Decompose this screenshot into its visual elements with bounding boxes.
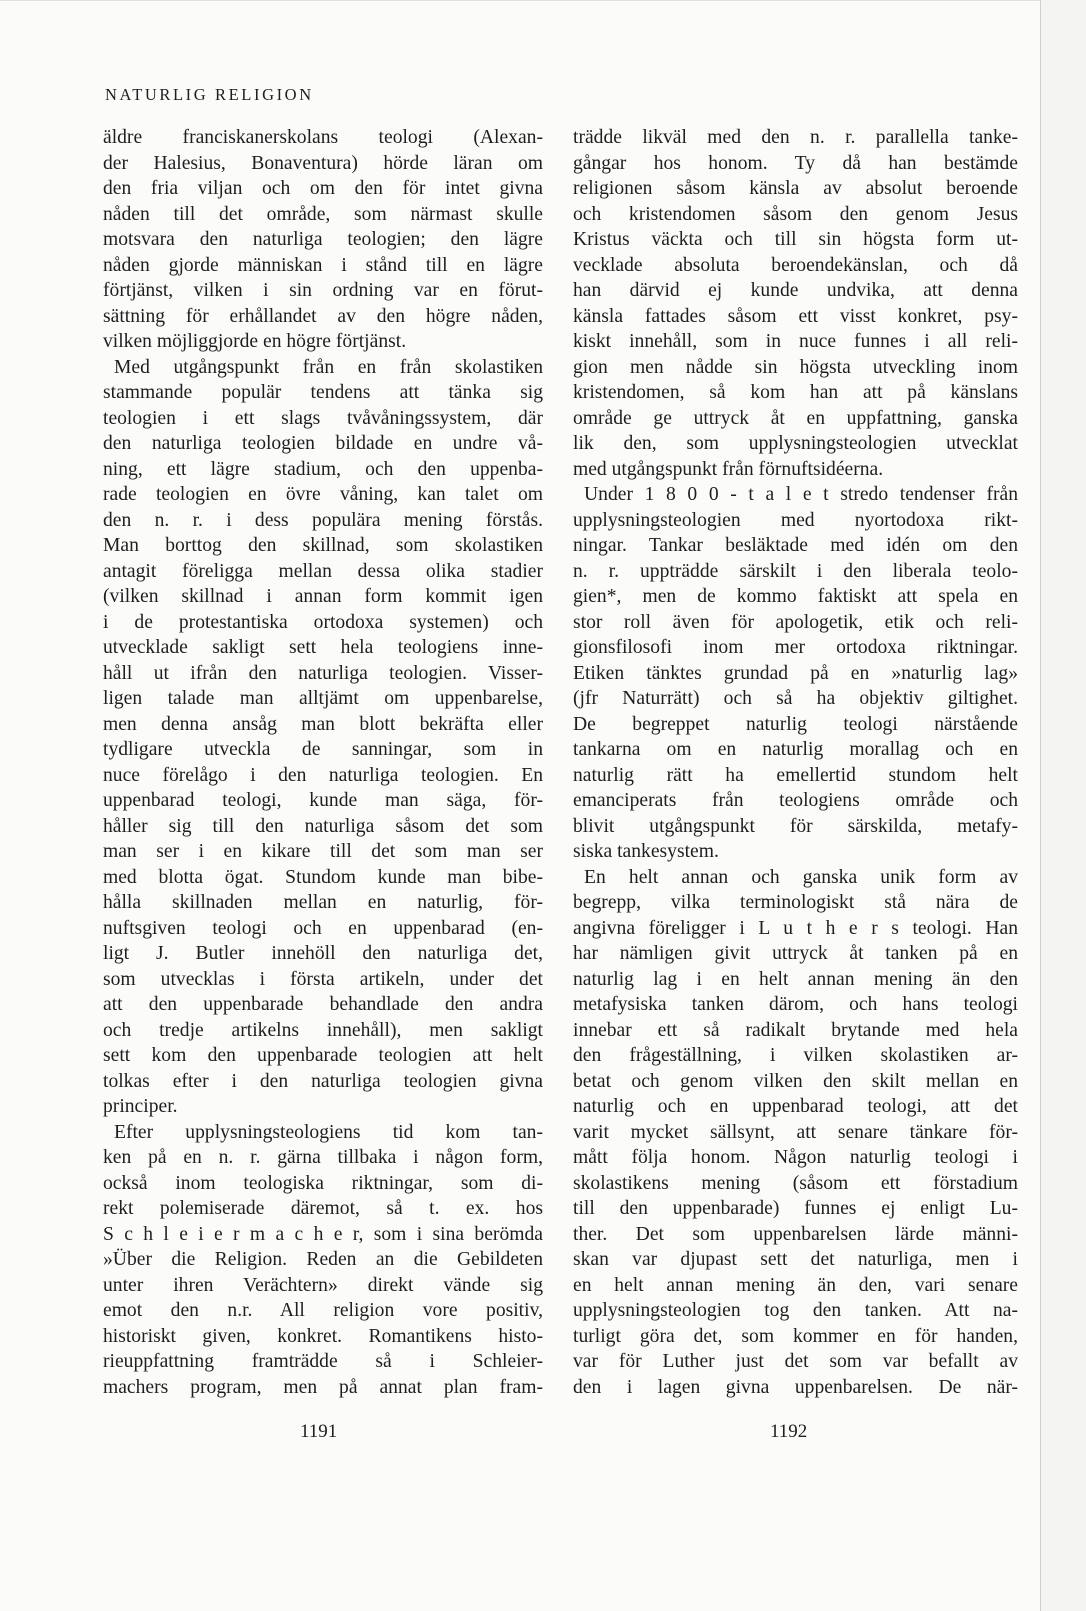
text-line: naturlig rätt ha emellertid stundom helt (573, 764, 1018, 786)
text-line: utvecklade sakligt sett hela teologiens inne- (103, 637, 543, 658)
text-line: emanciperats från teologiens område och (573, 790, 1018, 811)
text-line: äldre franciskanerskolans teologi (Alexan- (103, 127, 543, 148)
text-line: gien*, men de kommo faktiskt att spela en (573, 586, 1018, 607)
text-line: rieuppfattning framträdde så i Schleier- (103, 1351, 543, 1372)
text-line: En helt annan och ganska unik form av (584, 866, 1018, 888)
text-line: (jfr Naturrätt) och så ha objektiv giltighet. (573, 688, 1018, 709)
text-line: den frågeställning, i vilken skolastiken ar- (573, 1045, 1018, 1066)
text-line: han därvid ej kunde undvika, att denna (573, 280, 1018, 301)
text-line: machers program, men på annat plan fram- (103, 1376, 543, 1398)
text-line: n. r. uppträdde särskilt i den liberala teolo- (573, 560, 1018, 582)
text-line: känsla fattades såsom ett visst konkret, psy- (573, 305, 1018, 327)
text-line: har nämligen givit uttryck åt tanken på en (573, 943, 1018, 964)
text-line: rekt polemiserade däremot, så t. ex. hos (103, 1198, 543, 1219)
text-line: der Halesius, Bonaventura) hörde läran om (103, 152, 543, 174)
text-line: religionen såsom känsla av absolut beroende (573, 178, 1018, 199)
text-line: stor roll även för apologetik, etik och reli- (573, 611, 1018, 633)
text-line: område ge uttryck åt en uppfattning, ganska (573, 407, 1018, 429)
text-line: antagit föreligga mellan dessa olika stadier (103, 560, 543, 582)
text-line: rade teologien en övre våning, kan talet om (103, 484, 543, 505)
text-line: (vilken skillnad i annan form kommit igen (103, 586, 543, 607)
text-line: som utvecklas i första artikeln, under det (103, 968, 543, 990)
text-line: naturlig lag i en helt annan mening än den (573, 968, 1018, 990)
text-line: förtjänst, vilken i sin ordning var en förut- (103, 280, 543, 301)
text-line: den n. r. i dess populära mening förstås. (103, 509, 543, 531)
running-header: NATURLIG RELIGION (105, 85, 314, 104)
text-line: en helt annan mening än den, vari senare (573, 1274, 1018, 1296)
right-column (573, 125, 1018, 1400)
text-line: ligen talade man alltjämt om uppenbarelse, (103, 688, 543, 709)
left-column (103, 125, 543, 1400)
text-line: »Über die Religion. Reden an die Gebildeten (103, 1249, 543, 1270)
text-line: historiskt given, konkret. Romantikens histo- (103, 1325, 543, 1347)
text-line: håller sig till den naturliga såsom det som (103, 815, 543, 837)
text-line: upplysningsteologien med nyortodoxa rikt- (573, 509, 1018, 531)
text-line: i de protestantiska ortodoxa systemen) och (103, 611, 543, 633)
text-line: Med utgångspunkt från en från skolastiken (114, 356, 543, 378)
text-line: trädde likväl med den n. r. parallella tanke- (573, 127, 1018, 148)
text-line: tolkas efter i den naturliga teologien givna (103, 1070, 543, 1092)
text-line: emot den n.r. All religion vore positiv, (103, 1300, 543, 1321)
text-line: den i lagen givna uppenbarelsen. De när- (573, 1376, 1018, 1398)
text-line: ken på en n. r. gärna tillbaka i någon form, (103, 1147, 543, 1168)
text-line: tankarna om en naturlig morallag och en (573, 739, 1018, 760)
text-line: De begreppet naturlig teologi närstående (573, 713, 1018, 735)
text-line: vecklade absoluta beroendekänslan, och då (573, 254, 1018, 276)
text-line: lik den, som upplysningsteologien utvecklat (573, 433, 1018, 454)
page-number-left: 1191 (300, 1421, 338, 1442)
text-line: Man borttog den skillnad, som skolastiken (103, 535, 543, 556)
text-line: blivit utgångspunkt för särskilda, metafy- (573, 815, 1018, 837)
text-line: skolastikens mening (såsom ett förstadium (573, 1172, 1018, 1194)
text-line: hålla skillnaden mellan en naturlig, för- (103, 892, 543, 913)
text-line: Under 1 8 0 0 - t a l e t stredo tendenser från (584, 484, 1018, 505)
text-line: Etiken tänktes grundad på en »naturlig lag» (573, 662, 1018, 684)
text-line: uppenbarad teologi, kunde man säga, för- (103, 790, 543, 811)
text-line: gion men nådde sin högsta utveckling inom (573, 356, 1018, 378)
text-line: vilken möjliggjorde en högre förtjänst. (103, 331, 407, 352)
text-line: och kristendomen såsom den genom Jesus (573, 203, 1018, 225)
text-line: siska tankesystem. (573, 841, 719, 862)
text-line: med blotta ögat. Stundom kunde man bibe- (103, 866, 543, 888)
text-line: den naturliga teologien bildade en undre vå- (103, 433, 543, 454)
text-line: begrepp, vilka terminologiskt stå nära de (573, 892, 1018, 913)
text-line: unter ihren Verächtern» direkt vände sig (103, 1274, 543, 1296)
text-line: nåden till det område, som närmast skulle (103, 203, 543, 225)
page-number-right: 1192 (770, 1421, 808, 1442)
text-line: nuftsgiven teologi och en uppenbarad (en- (103, 917, 543, 939)
text-line: principer. (103, 1096, 178, 1117)
text-line: till den uppenbarade) funnes ej enligt Lu- (573, 1198, 1018, 1219)
text-line: Kristus väckta och till sin högsta form ut- (573, 229, 1018, 250)
text-line: nåden gjorde människan i stånd till en lägre (103, 254, 543, 276)
text-line: sättning för erhållandet av den högre nåden, (103, 305, 543, 327)
text-line: var för Luther just det som var befallt av (573, 1351, 1018, 1372)
text-line: motsvara den naturliga teologien; den lägre (103, 229, 543, 250)
text-line: man ser i en kikare till det som man ser (103, 841, 543, 862)
text-line: med utgångspunkt från förnuftsidéerna. (573, 458, 884, 480)
text-line: upplysningsteologien tog den tanken. Att na- (573, 1300, 1018, 1321)
text-line: turligt göra det, som kommer en för handen, (573, 1325, 1018, 1347)
text-line: teologien i ett slags tvåvåningssystem, där (103, 407, 543, 429)
text-line: kiskt innehåll, som in nuce funnes i all reli- (573, 331, 1018, 352)
text-line: ningar. Tankar besläktade med idén om den (573, 535, 1018, 556)
text-line: ther. Det som uppenbarelsen lärde männi- (573, 1223, 1018, 1245)
text-line: sett kom den uppenbarade teologien att helt (103, 1045, 543, 1066)
text-line: stammande populär tendens att tänka sig (103, 382, 543, 403)
text-line: naturlig och en uppenbarad teologi, att det (573, 1096, 1018, 1117)
text-line: innebar ett så radikalt brytande med hela (573, 1019, 1018, 1041)
text-line: nuce förelågo i den naturliga teologien. En (103, 764, 543, 786)
text-line: och tredje artikelns innehåll), men sakligt (103, 1019, 543, 1041)
text-line: också inom teologiska riktningar, som di- (103, 1172, 543, 1194)
text-line: angivna föreligger i L u t h e r s teologi. Han (573, 917, 1018, 939)
text-line: betat och genom vilken den skilt mellan en (573, 1070, 1018, 1092)
text-line: gångar hos honom. Ty då han bestämde (573, 152, 1018, 174)
text-line: gionsfilosofi inom mer ortodoxa riktningar. (573, 637, 1018, 658)
text-line: ning, ett lägre stadium, och den uppenba- (103, 458, 543, 480)
text-line: S c h l e i e r m a c h e r, som i sina berömda (103, 1223, 543, 1245)
text-line: mått följa honom. Någon naturlig teologi i (573, 1147, 1018, 1168)
text-line: den fria viljan och om den för intet givna (103, 178, 543, 199)
text-line: skan var djupast sett det naturliga, men i (573, 1249, 1018, 1270)
text-line: tydligare utveckla de sanningar, som in (103, 739, 543, 760)
text-line: varit mycket sällsynt, att senare tänkare för- (573, 1121, 1018, 1143)
text-line: att den uppenbarade behandlade den andra (103, 994, 543, 1015)
text-line: Efter upplysningsteologiens tid kom tan- (114, 1121, 543, 1143)
text-line: kristendomen, så kom han att på känslans (573, 382, 1018, 403)
text-line: ligt J. Butler innehöll den naturliga det, (103, 943, 543, 964)
text-line: håll ut ifrån den naturliga teologien. Visser- (103, 662, 543, 684)
text-line: men denna ansåg man blott bekräfta eller (103, 713, 543, 735)
text-line: metafysiska tanken därom, och hans teologi (573, 994, 1018, 1015)
